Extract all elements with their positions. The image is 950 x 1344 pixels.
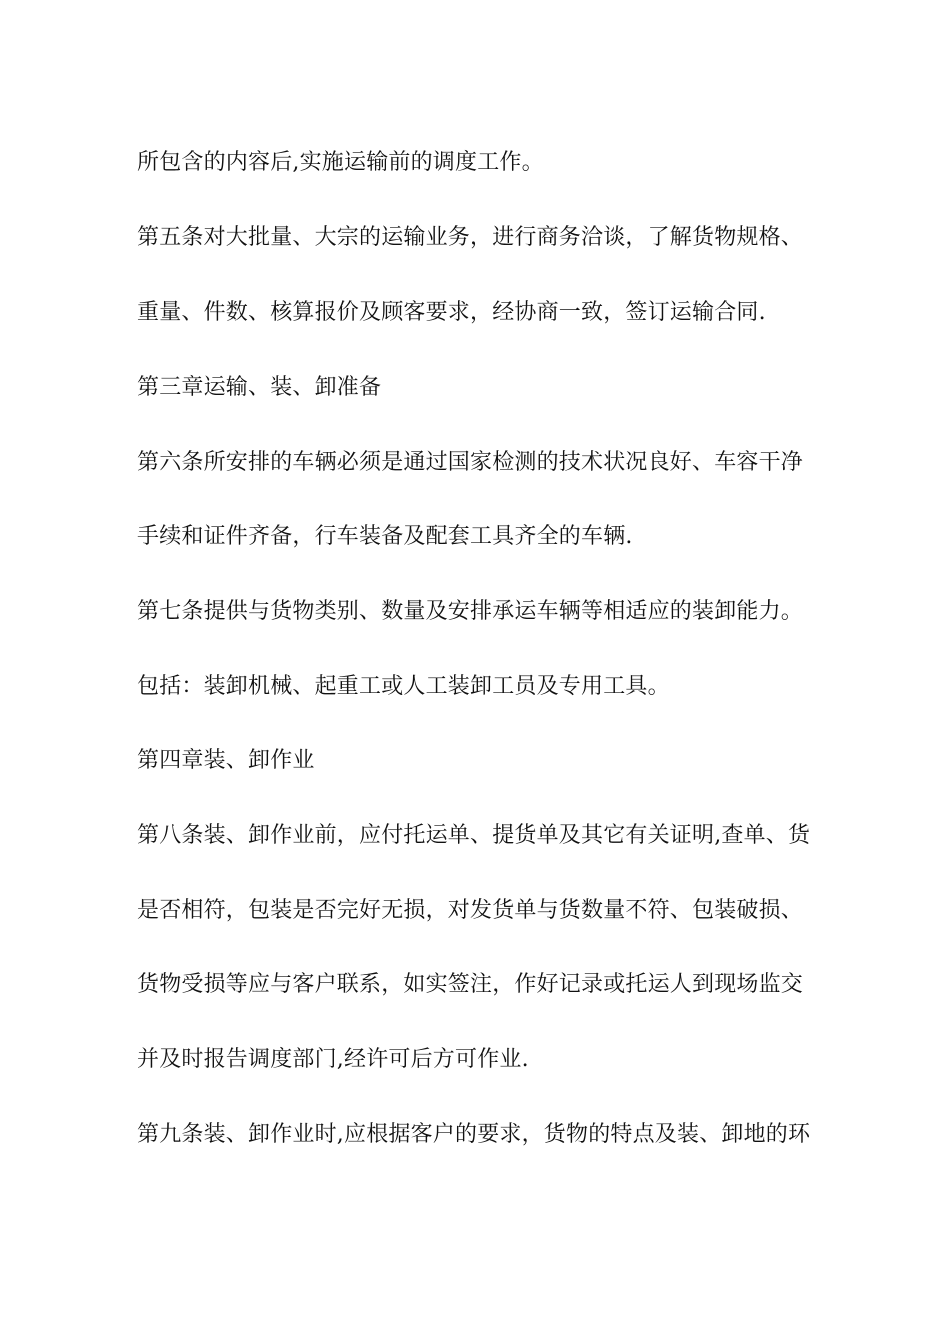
article-8-line-2: 是否相符，包装是否完好无损，对发货单与货数量不符、包装破损、 — [137, 898, 804, 923]
chapter-4-heading: 第四章装、卸作业 — [137, 748, 315, 773]
article-8-line-3: 货物受损等应与客户联系，如实签注，作好记录或托运人到现场监交 — [137, 972, 804, 997]
article-8-line-4: 并及时报告调度部门,经许可后方可作业. — [137, 1047, 529, 1072]
article-9-line-1: 第九条装、卸作业时,应根据客户的要求，货物的特点及装、卸地的环 — [137, 1122, 811, 1147]
article-6-line-2: 手续和证件齐备，行车装备及配套工具齐全的车辆. — [137, 524, 633, 549]
article-5-line-1: 第五条对大批量、大宗的运输业务，进行商务洽谈，了解货物规格、 — [137, 225, 804, 250]
paragraph-line-1: 所包含的内容后,实施运输前的调度工作。 — [137, 150, 544, 175]
article-7-line-1: 第七条提供与货物类别、数量及安排承运车辆等相适应的装卸能力。 — [137, 599, 804, 624]
article-8-line-1: 第八条装、卸作业前，应付托运单、提货单及其它有关证明,查单、货 — [137, 823, 811, 848]
chapter-3-heading: 第三章运输、装、卸准备 — [137, 375, 382, 400]
article-7-line-2: 包括：装卸机械、起重工或人工装卸工员及专用工具。 — [137, 674, 670, 699]
article-5-line-2: 重量、件数、核算报价及顾客要求，经协商一致，签订运输合同. — [137, 300, 766, 325]
article-6-line-1: 第六条所安排的车辆必须是通过国家检测的技术状况良好、车容干净 — [137, 450, 804, 475]
